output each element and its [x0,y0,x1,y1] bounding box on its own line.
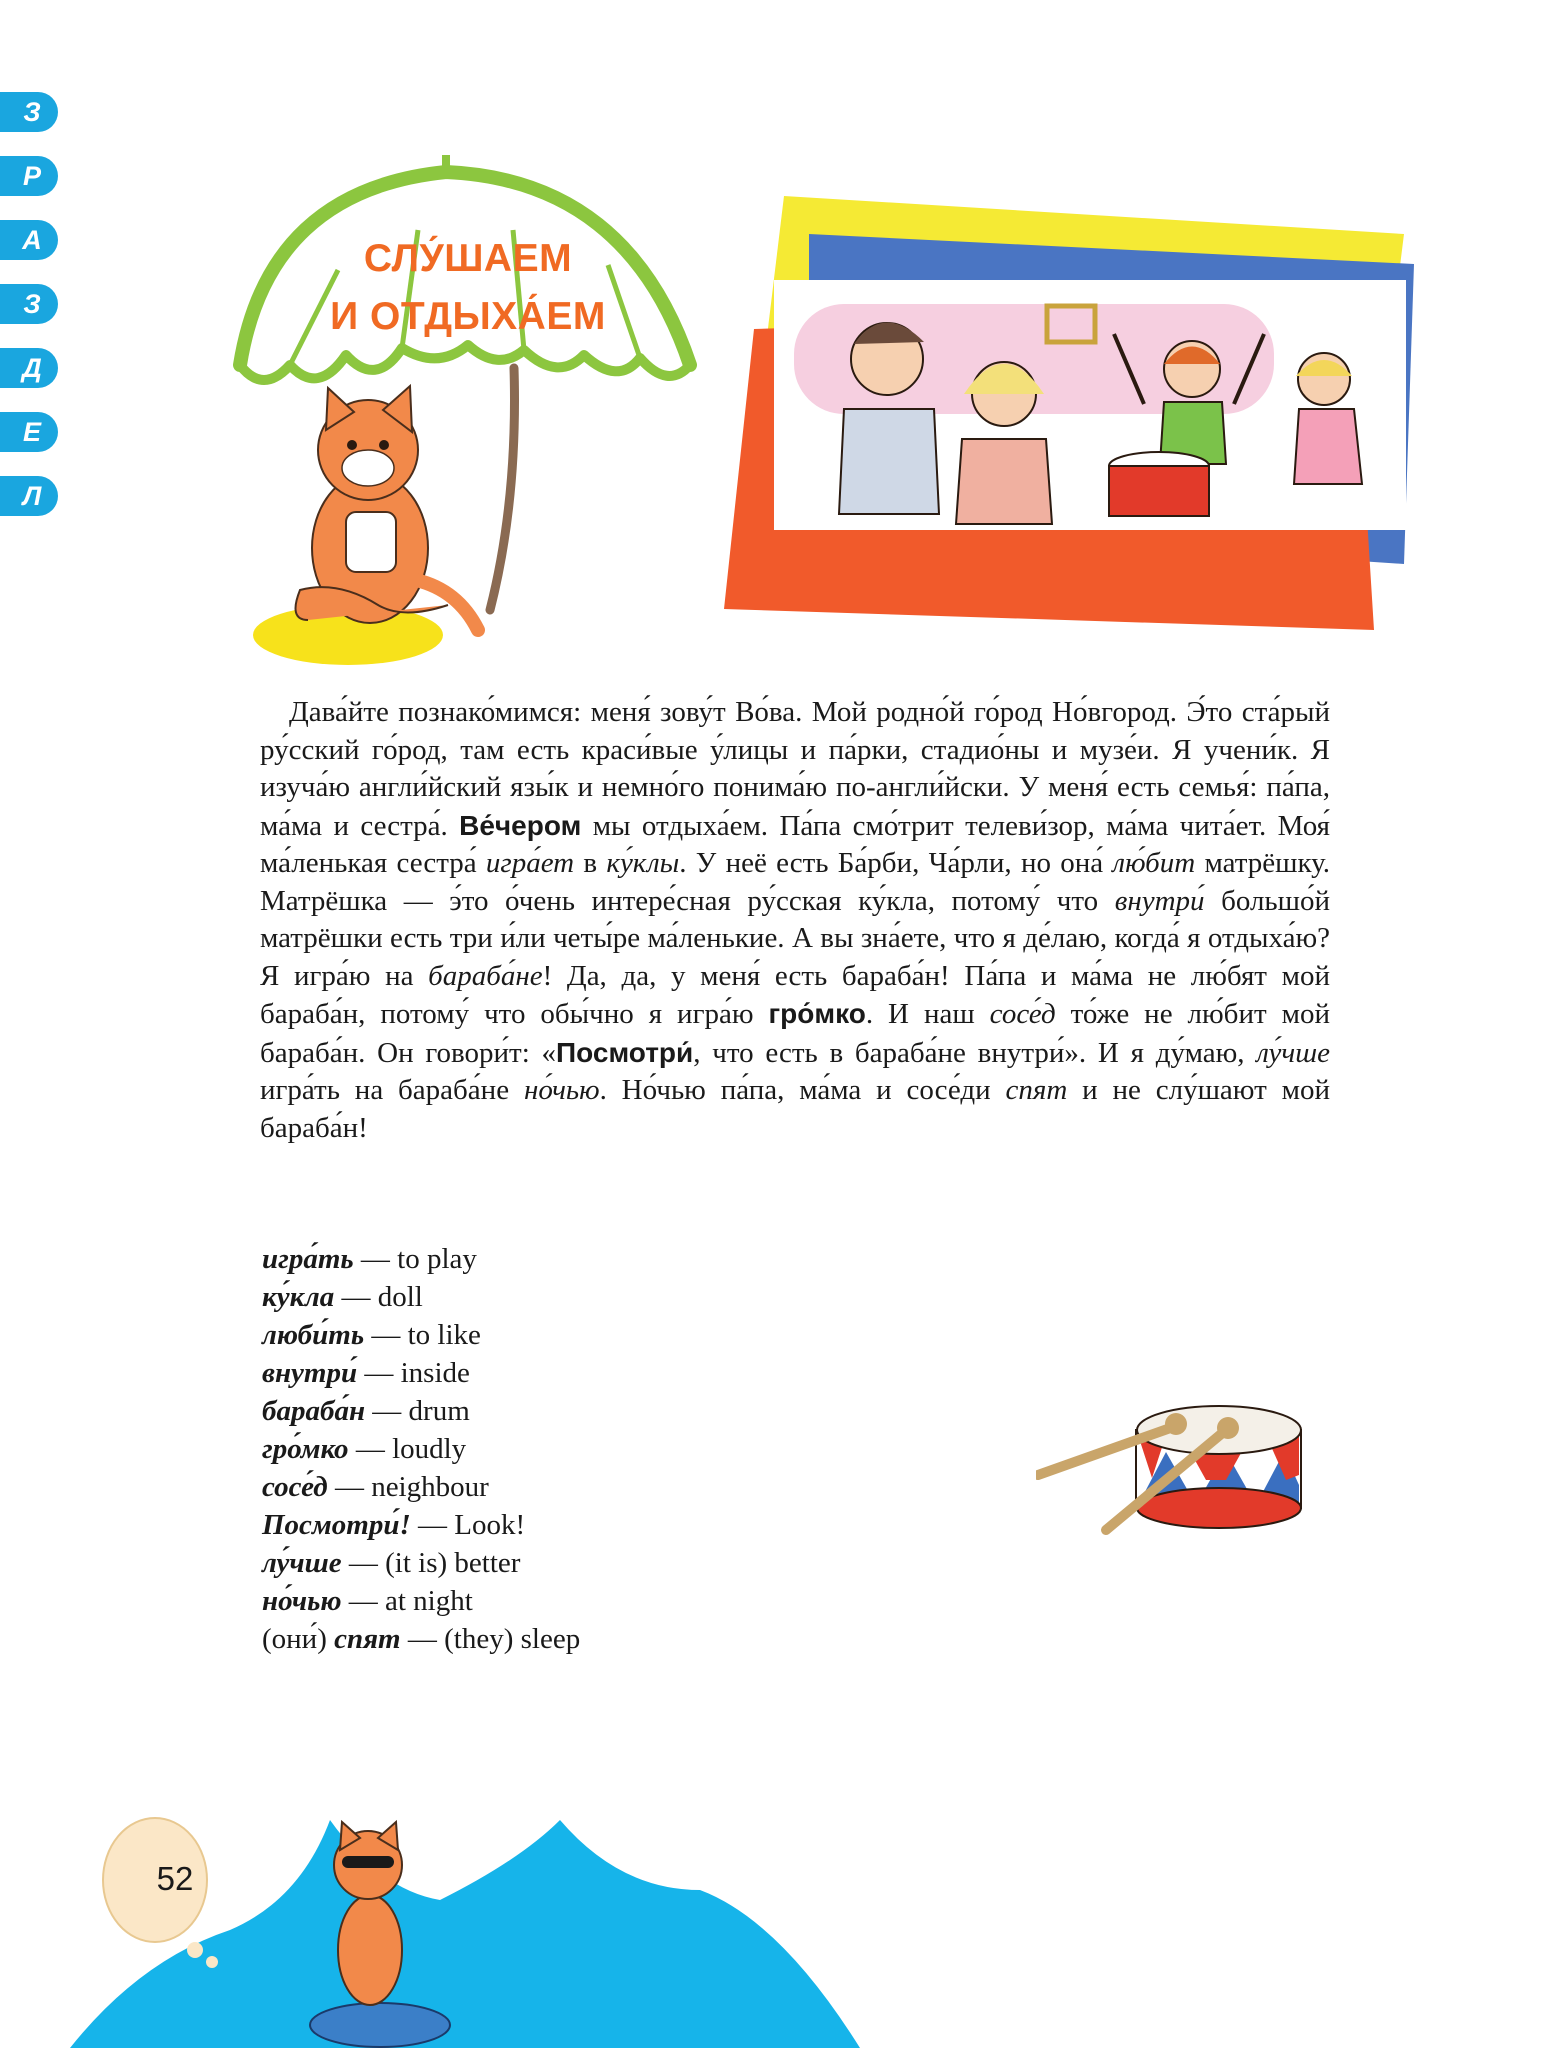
vocab-item [262,1278,962,1316]
story-bold: Посмотри́ [556,1036,694,1068]
story-run: мы отдыха́ем. Па́па смо́трит телеви́зор, ма́ма чита́ет. Моя́ ма́ленькая сестра́ [260,809,1330,879]
side-tab [0,92,58,132]
page-number: 52 [156,1860,194,1897]
vocab-item [262,1316,962,1354]
drum-icon [1036,1390,1326,1540]
story-run: . И наш [865,998,990,1030]
story-italic: внутри́ [1114,884,1205,917]
story-bold: гро́мко [768,998,866,1029]
story-italic: лу́чше [1256,1036,1330,1069]
vocab-translation: — neighbour [327,1471,489,1503]
family-drum-illustration [714,194,1414,630]
vocab-word: бараба́н [262,1395,366,1427]
vocab-word: Посмотри́! [262,1509,411,1541]
story-italic: игра́ет [485,847,575,879]
vocab-translation: — doll [334,1281,423,1313]
side-tab-letter: З [23,96,41,127]
story-run: и не слу́шают мой бараба́н! [260,1074,1330,1144]
story-run: в [574,847,607,879]
side-tab [0,348,58,388]
vocab-translation: — loudly [348,1433,467,1465]
vocab-item [262,1620,962,1658]
story-run: , что есть в бараба́не внутри́». И я ду́маю, [693,1036,1257,1069]
story-bold: Ве́чером [459,809,582,841]
story-run: Дава́йте познако́мимся: меня́ зову́т Во́ва. Мой родно́й го́род Но́вгород. Э́то ста́рый ру́сский го́род, там есть краси́вые у́лицы и па́рки, стадио́ны и музе́и. Я учени́к. Я изуча́ю англи́йский язы́к и немно́го понима́ю по-англи́йски. У меня́ есть семья́: па́па, ма́ма и сестра́. [260,696,1330,842]
vocab-item [262,1506,962,1544]
vocab-item [262,1430,962,1468]
vocab-translation: — inside [357,1357,470,1389]
side-tab-letter: З [23,288,41,319]
story-run: большо́й матрёшки есть три и́ли четы́ре ма́ленькие. А вы зна́ете, что я де́лаю, когда́ я отдыха́ю? Я игра́ю на [260,884,1330,992]
story-italic: ку́клы [606,847,680,879]
page-title [228,230,708,346]
vocab-word: лу́чше [262,1547,342,1579]
vocab-translation: — (it is) better [341,1547,521,1579]
side-tab [0,476,58,516]
vocab-translation: — to play [353,1243,477,1275]
vocab-word: но́чью [262,1585,342,1617]
vocab-word: сосе́д [262,1471,328,1503]
vocab-word: игра́ть [262,1243,354,1275]
vocab-word: ку́кла [262,1281,335,1313]
vocab-word: люби́ть [262,1319,365,1351]
side-tab [0,220,58,260]
side-tab-letter: Р [22,160,41,191]
story-run: то́же не лю́бит мой бараба́н. Он говори́т: « [260,998,1330,1069]
side-tab [0,156,58,196]
vocab-translation: — (they) sleep [400,1623,581,1655]
vocab-translation: — Look! [410,1509,526,1541]
vocab-word: внутри́ [262,1357,358,1389]
side-tab-letter: А [22,224,42,255]
vocab-word: спят [334,1623,401,1655]
story-italic: лю́бит [1112,847,1196,879]
umbrella-illustration [228,150,708,670]
side-tab-letter: Е [22,416,41,447]
story-run: . У неё есть Ба́рби, Ча́рли, но она́ [679,847,1113,879]
vocab-word: гро́мко [262,1433,349,1465]
vocab-item [262,1544,962,1582]
story-text [260,694,1330,1147]
story-italic: бараба́не [428,959,543,992]
side-tab [0,412,58,452]
story-italic: сосе́д [989,998,1056,1030]
vocab-item [262,1240,962,1278]
story-run: игра́ть на бараба́не [260,1074,524,1106]
title-line-1: СЛУ́ШАЕМ [363,237,573,280]
story-italic: спят [1005,1074,1068,1106]
vocab-translation: — to like [364,1319,481,1351]
cat-illustration [296,386,479,630]
title-line-2: И ОТДЫХА́ЕМ [330,295,606,338]
story-run: . Но́чью па́па, ма́ма и сосе́ди [599,1074,1006,1106]
vocab-item [262,1468,962,1506]
story-italic: но́чью [523,1074,600,1106]
vocab-item [262,1582,962,1620]
vocab-translation: — at night [341,1585,473,1617]
bottom-waves [0,1780,900,2048]
side-tab [0,284,58,324]
vocab-item [262,1354,962,1392]
vocab-item [262,1392,962,1430]
story-run: матрёшку. Матрёшка — э́то о́чень интере́сная ру́сская ку́кла, потому́ что [260,847,1330,917]
side-tab-letter: Д [22,352,42,383]
vocab-translation: — drum [365,1395,470,1427]
vocab-prefix: (они́) [262,1623,335,1655]
vocabulary-list [262,1240,962,1658]
umbrella-heading [228,150,708,670]
story-run: ! Да, да, у меня́ есть бараба́н! Па́па и ма́ма не лю́бят мой бараба́н, потому́ что обы́чно я игра́ю [260,959,1330,1030]
side-tab-letter: Л [22,480,42,511]
